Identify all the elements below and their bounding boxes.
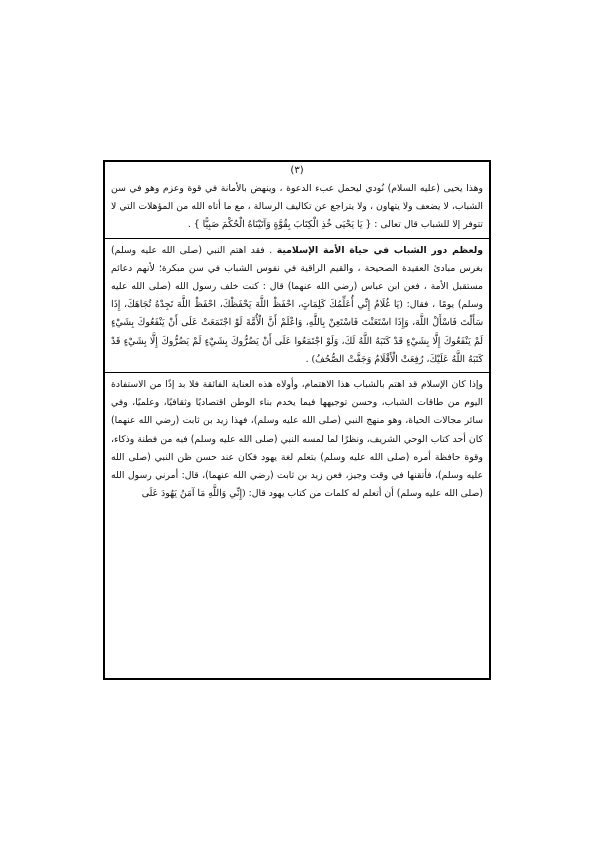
paragraph-1 (111, 180, 483, 235)
paragraph-2-hadith-quote: (يَا غُلَامُ إِنِّي أُعَلِّمُكَ كَلِمَاتٍ، احْفَظْ اللَّهَ يَحْفَظْكَ، احْفَظْ اللَّهَ تَجِدْهُ تُجَاهَكَ، إِذَا سَأَلْتَ فَاسْأَلْ اللَّهَ، وَإِذَا اسْتَعَنْتَ فَاسْتَعِنْ بِاللَّهِ، وَاعْلَمْ أَنَّ الْأُمَّةَ لَوْ اجْتَمَعَتْ عَلَى أَنْ يَنْفَعُوكَ بِشَيْءٍ لَمْ يَنْفَعُوكَ إِلَّا بِشَيْءٍ قَدْ كَتَبَهُ اللَّهُ لَكَ، وَلَوْ اجْتَمَعُوا عَلَى أَنْ يَضُرُّوكَ بِشَيْءٍ لَمْ يَضُرُّوكَ إِلَّا بِشَيْءٍ قَدْ كَتَبَهُ اللَّهُ عَلَيْكَ، رُفِعَتْ الْأَقْلَامُ وَجَفَّتْ الصُّحُفُ) (111, 299, 483, 365)
section-divider (105, 238, 489, 239)
paragraph-2-closing: . (305, 353, 312, 365)
paragraph-1-text: وهذا يحيى (عليه السلام) نُودي ليحمل عبء الدعوة ، وينهض بالأمانة في قوة وعزم وهو في سن الشباب، لا يضعف ولا يتهاون ، ولا يتراجع عن تكاليف الرسالة ، مع ما أتاه الله من المؤهلات التي لا تتوفر إلا للشباب قال تعالى : { (111, 183, 483, 231)
paragraph-2 (111, 242, 483, 369)
paragraph-2-heading: ولعظم دور الشباب في حياة الأمة الإسلامية (276, 244, 483, 256)
paragraph-2-text: . فقد اهتم النبي (صلى الله عليه وسلم) بغرس مبادئ العقيدة الصحيحة ، والقيم الراقية في نفوس الشباب في سن مبكرة؛ لأنهم دعائم مستقبل الأمة ، فعن ابن عباس (رضي الله عنهما) قال : كنت خلف رسول الله (صلى الله عليه وسلم) يومًا ، فقال: (111, 244, 483, 311)
page-content (111, 180, 483, 672)
page-frame (103, 160, 491, 680)
paragraph-1-closing: } . (187, 219, 203, 231)
paragraph-3-text: وإذا كان الإسلام قد اهتم بالشباب هذا الاهتمام، وأولاه هذه العناية الفائقة فلا بد إذًا من الاستفادة اليوم من طاقات الشباب، وحسن توجيهها فيما يخدم بناء الوطن اقتصاديًا وثقافيًا، وعلميًا، وفي سائر مجالات الحياة، وهو منهج النبي (صلى الله عليه وسلم)، فهذا زيد بن ثابت (رضي الله عنهما) كان أحد كتاب الوحي الشريف، ونظرًا لما لمسه النبي (صلى الله عليه وسلم) فيه من فطنة وذكاء، وقوة حافظة أمره (صلى الله عليه وسلم) بتعلم لغة يهود فكان عند حسن ظن النبي (صلى الله عليه وسلم)، فأتقنها في وقت وجيز، فعن زيد بن ثابت (رضي الله عنهما)، قال: أمرني رسول الله (صلى الله عليه وسلم) أن أتعلم له كلمات من كتاب يهود قال: (111, 379, 483, 500)
page-number: (٣) (290, 165, 304, 176)
paragraph-1-quran-quote: يَا يَحْيَى خُذِ الْكِتَابَ بِقُوَّةٍ وَآتَيْنَاهُ الْحُكْمَ صَبِيًّا (202, 219, 363, 231)
paragraph-3 (111, 376, 483, 503)
section-divider (105, 372, 489, 373)
paragraph-3-hadith-quote: (إِنِّي وَاللَّهِ مَا آمَنُ يَهُودَ عَلَى (141, 488, 246, 500)
